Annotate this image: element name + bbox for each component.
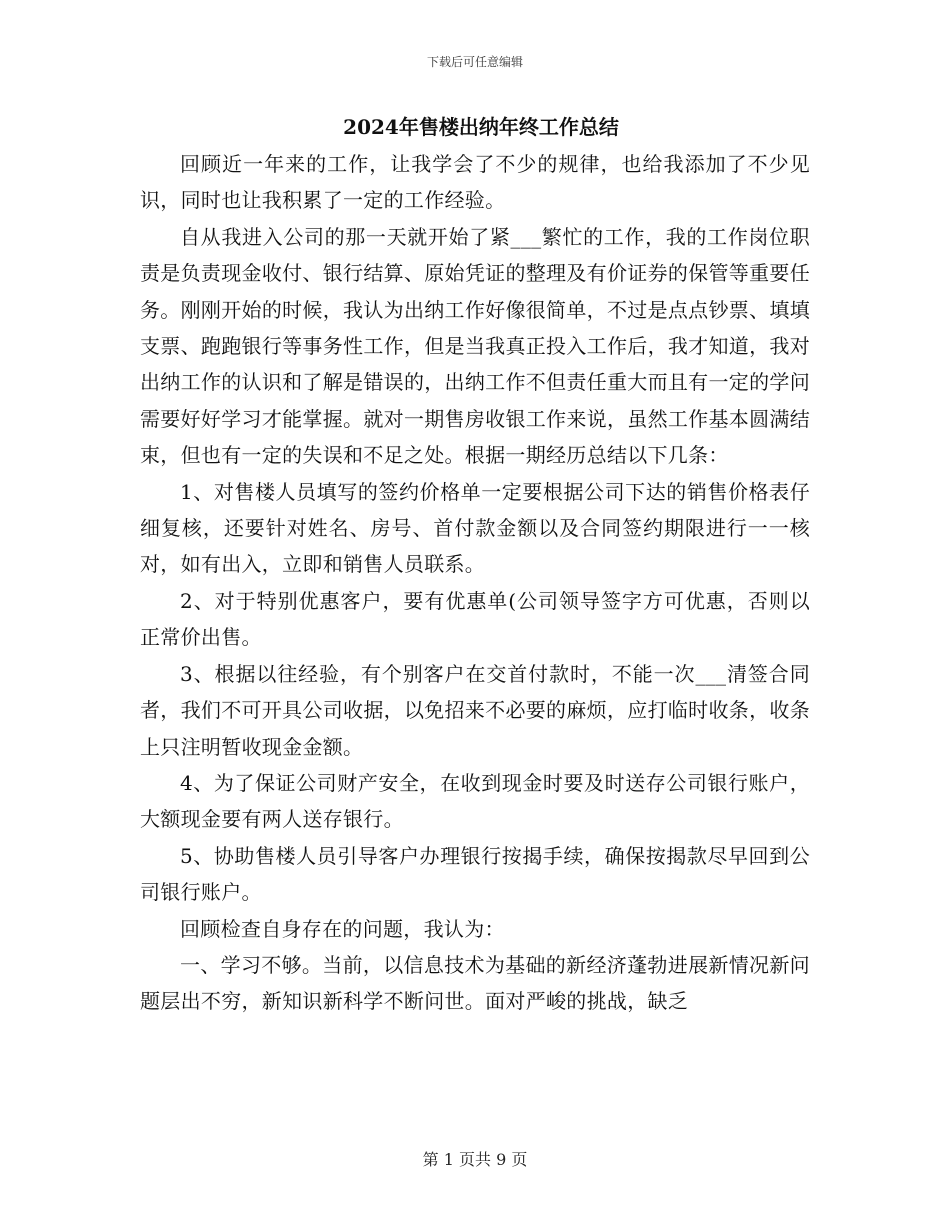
paragraph-point-5: 5、协助售楼人员引导客户办理银行按揭手续，确保按揭款尽早回到公司银行账户。 <box>140 843 810 905</box>
header-note: 下载后可任意编辑 <box>426 55 523 69</box>
document-body <box>140 112 810 1020</box>
paragraph-job-duties: 自从我进入公司的那一天就开始了紧___繁忙的工作，我的工作岗位职责是负责现金收付、银行结算、原始凭证的整理及有价证券的保管等重要任务。刚刚开始的时候，我认为出纳工作好像很简单，不过是点点钞票、填填支票、跑跑银行等事务性工作，但是当我真正投入工作后，我才知道，我对出纳工作的认识和了解是错误的，出纳工作不但责任重大而且有一定的学问需要好好学习才能掌握。就对一期售房收银工作来说，虽然工作基本圆满结束，但也有一定的失误和不足之处。根据一期经历总结以下几条： <box>140 224 810 468</box>
document-title: 2024年售楼出纳年终工作总结 <box>343 115 619 139</box>
paragraph-point-4: 4、为了保证公司财产安全，在收到现金时要及时送存公司银行账户，大额现金要有两人送存银行。 <box>140 770 810 832</box>
paragraph-review: 回顾检查自身存在的问题，我认为： <box>180 916 505 941</box>
paragraph-point-2: 2、对于特别优惠客户，要有优惠单(公司领导签字方可优惠，否则以正常价出售。 <box>140 588 810 650</box>
paragraph-point-3: 3、根据以往经验，有个别客户在交首付款时，不能一次___清签合同者，我们不可开具公司收据，以免招来不必要的麻烦，应打临时收条，收条上只注明暂收现金金额。 <box>140 661 810 759</box>
paragraph-issue-1: 一、学习不够。当前，以信息技术为基础的新经济蓬勃进展新情况新问题层出不穷，新知识新科学不断问世。面对严峻的挑战，缺乏 <box>140 952 810 1014</box>
paragraph-intro: 回顾近一年来的工作，让我学会了不少的规律，也给我添加了不少见识，同时也让我积累了一定的工作经验。 <box>140 152 810 213</box>
paragraph-point-1: 1、对售楼人员填写的签约价格单一定要根据公司下达的销售价格表仔细复核，还要针对姓名、房号、首付款金额以及合同签约期限进行一一核对，如有出入，立即和销售人员联系。 <box>140 479 810 577</box>
page-number: 第 1 页共 9 页 <box>422 1150 528 1169</box>
